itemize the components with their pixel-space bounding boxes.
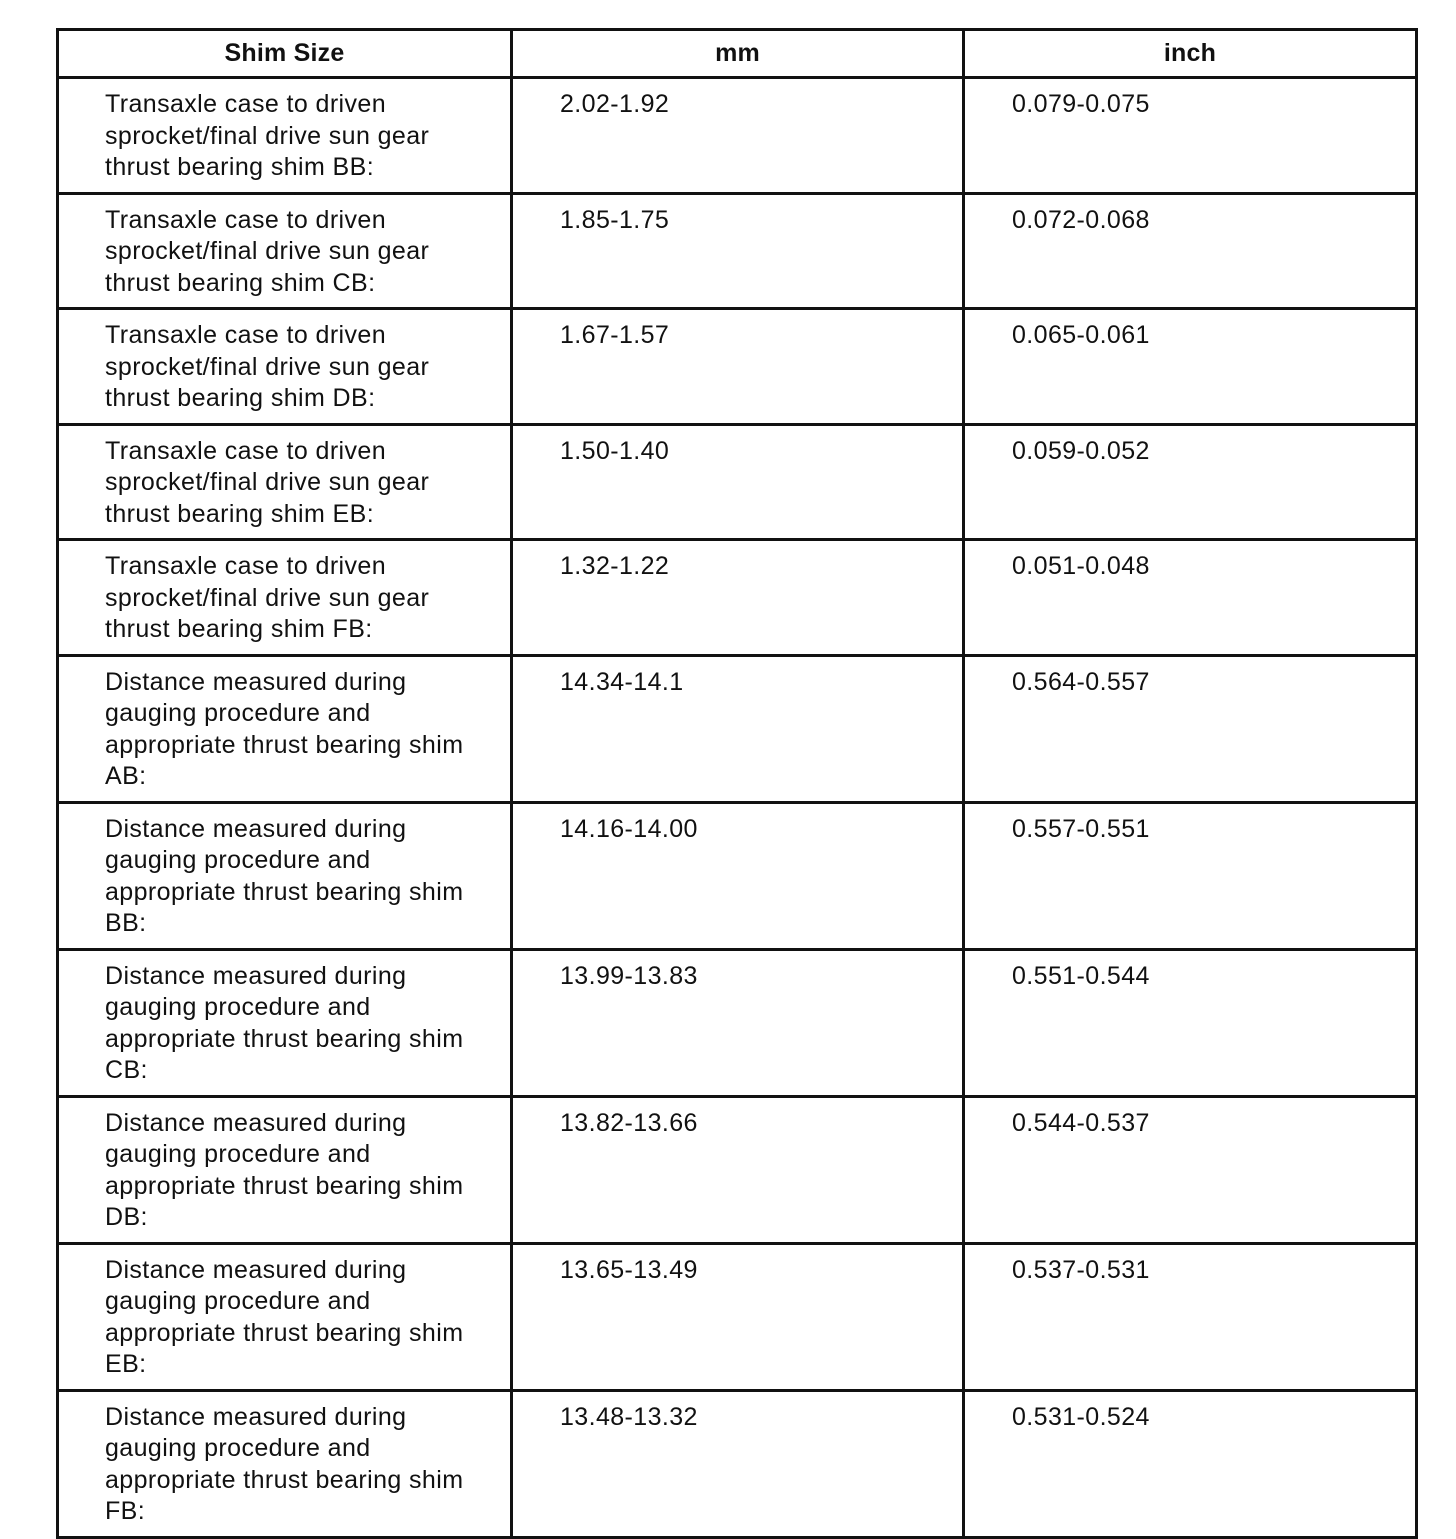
inch-value-cell: 0.051-0.048 bbox=[964, 540, 1417, 656]
table-row bbox=[58, 655, 1417, 802]
table-row bbox=[58, 424, 1417, 540]
inch-value-cell: 0.065-0.061 bbox=[964, 309, 1417, 425]
table-row bbox=[58, 802, 1417, 949]
mm-value-cell: 13.65-13.49 bbox=[512, 1243, 964, 1390]
header-inch: inch bbox=[964, 30, 1417, 78]
shim-description-cell: Transaxle case to driven sprocket/final drive sun gear thrust bearing shim CB: bbox=[58, 193, 512, 309]
shim-description-cell: Distance measured during gauging procedure and appropriate thrust bearing shim DB: bbox=[58, 1096, 512, 1243]
mm-value-cell: 13.82-13.66 bbox=[512, 1096, 964, 1243]
mm-value-cell: 1.85-1.75 bbox=[512, 193, 964, 309]
table-row bbox=[58, 193, 1417, 309]
mm-value-cell: 14.34-14.1 bbox=[512, 655, 964, 802]
table-row bbox=[58, 1096, 1417, 1243]
mm-value-cell: 1.50-1.40 bbox=[512, 424, 964, 540]
table-row bbox=[58, 1243, 1417, 1390]
header-mm: mm bbox=[512, 30, 964, 78]
shim-description-cell: Transaxle case to driven sprocket/final drive sun gear thrust bearing shim FB: bbox=[58, 540, 512, 656]
table-row bbox=[58, 1390, 1417, 1537]
inch-value-cell: 0.072-0.068 bbox=[964, 193, 1417, 309]
mm-value-cell: 1.67-1.57 bbox=[512, 309, 964, 425]
shim-description-cell: Transaxle case to driven sprocket/final drive sun gear thrust bearing shim BB: bbox=[58, 78, 512, 194]
shim-size-table bbox=[56, 28, 1418, 1539]
inch-value-cell: 0.079-0.075 bbox=[964, 78, 1417, 194]
inch-value-cell: 0.531-0.524 bbox=[964, 1390, 1417, 1537]
mm-value-cell: 13.48-13.32 bbox=[512, 1390, 964, 1537]
table-row bbox=[58, 309, 1417, 425]
shim-description-cell: Transaxle case to driven sprocket/final drive sun gear thrust bearing shim DB: bbox=[58, 309, 512, 425]
inch-value-cell: 0.059-0.052 bbox=[964, 424, 1417, 540]
table-row bbox=[58, 540, 1417, 656]
inch-value-cell: 0.557-0.551 bbox=[964, 802, 1417, 949]
shim-description-cell: Distance measured during gauging procedure and appropriate thrust bearing shim BB: bbox=[58, 802, 512, 949]
mm-value-cell: 2.02-1.92 bbox=[512, 78, 964, 194]
mm-value-cell: 1.32-1.22 bbox=[512, 540, 964, 656]
table-row bbox=[58, 949, 1417, 1096]
shim-description-cell: Distance measured during gauging procedure and appropriate thrust bearing shim CB: bbox=[58, 949, 512, 1096]
shim-description-cell: Distance measured during gauging procedure and appropriate thrust bearing shim EB: bbox=[58, 1243, 512, 1390]
shim-description-cell: Transaxle case to driven sprocket/final drive sun gear thrust bearing shim EB: bbox=[58, 424, 512, 540]
inch-value-cell: 0.551-0.544 bbox=[964, 949, 1417, 1096]
inch-value-cell: 0.544-0.537 bbox=[964, 1096, 1417, 1243]
shim-description-cell: Distance measured during gauging procedure and appropriate thrust bearing shim FB: bbox=[58, 1390, 512, 1537]
inch-value-cell: 0.564-0.557 bbox=[964, 655, 1417, 802]
inch-value-cell: 0.537-0.531 bbox=[964, 1243, 1417, 1390]
table-row bbox=[58, 78, 1417, 194]
mm-value-cell: 14.16-14.00 bbox=[512, 802, 964, 949]
mm-value-cell: 13.99-13.83 bbox=[512, 949, 964, 1096]
table-header-row bbox=[58, 30, 1417, 78]
header-shim-size: Shim Size bbox=[58, 30, 512, 78]
shim-description-cell: Distance measured during gauging procedure and appropriate thrust bearing shim AB: bbox=[58, 655, 512, 802]
